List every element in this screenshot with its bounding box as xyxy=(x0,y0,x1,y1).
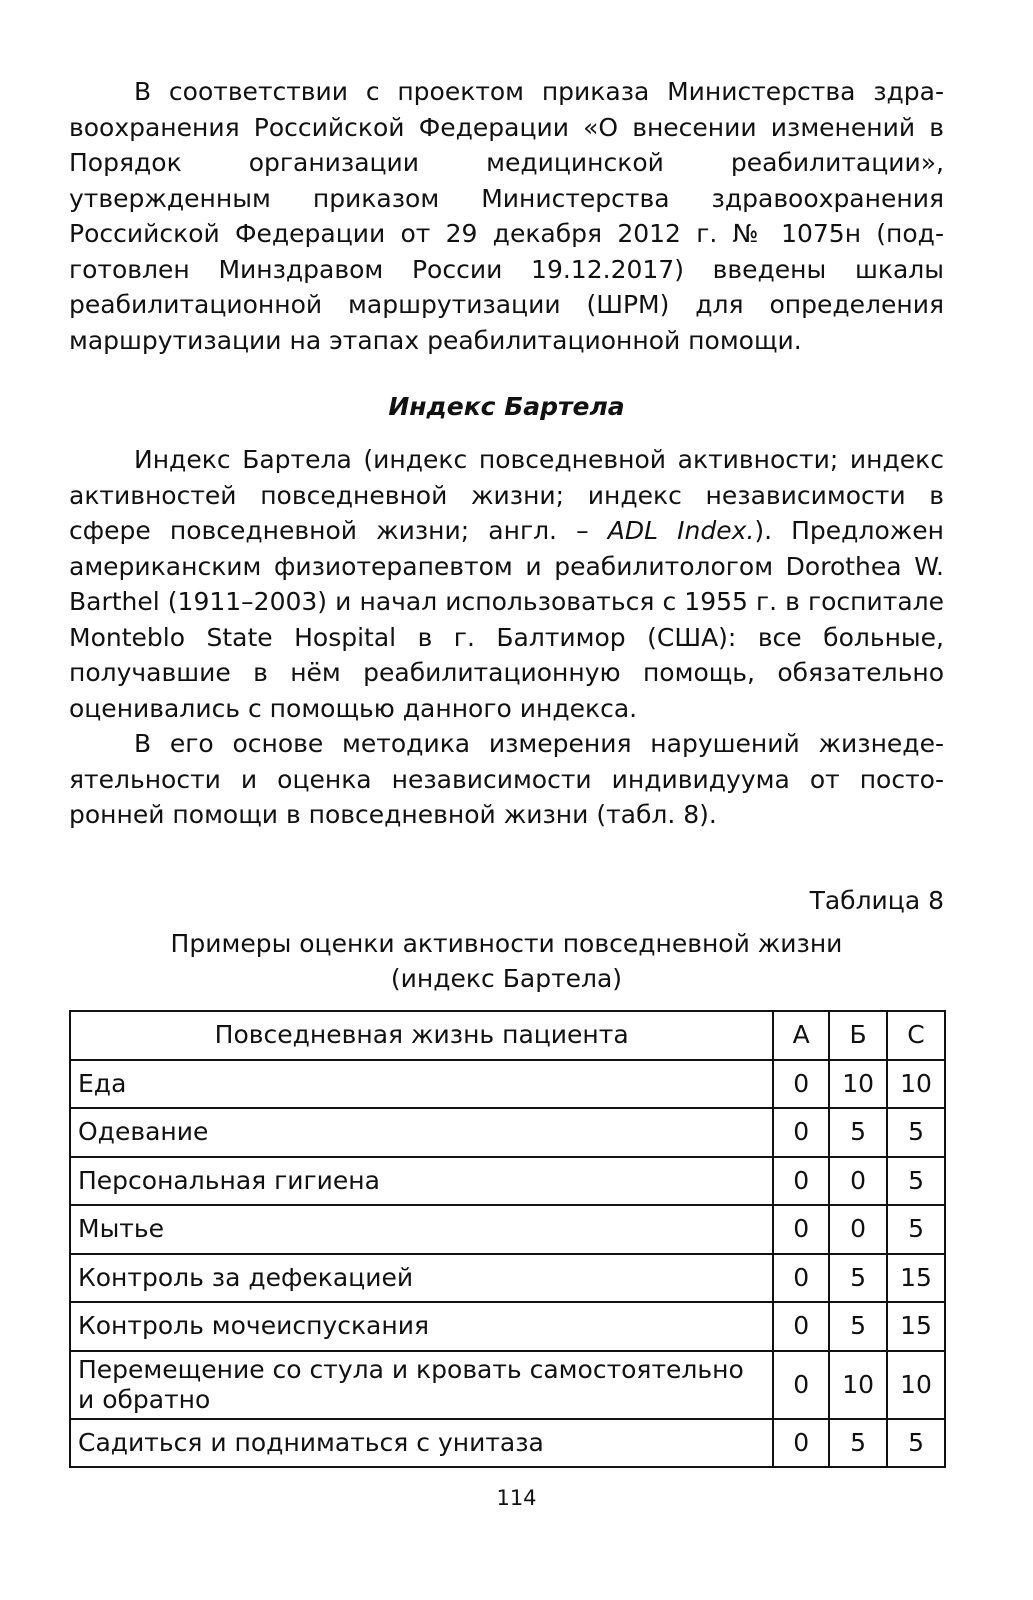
table-caption-line-2: (индекс Бартела) xyxy=(390,964,623,993)
table-row xyxy=(70,1205,945,1254)
score-a-cell: 0 xyxy=(773,1060,829,1109)
intro-section xyxy=(69,74,944,358)
score-c-cell: 5 xyxy=(887,1419,945,1468)
score-a-cell: 0 xyxy=(773,1351,829,1419)
barthel-section xyxy=(69,442,944,833)
table-caption xyxy=(69,926,944,996)
table-row xyxy=(70,1302,945,1351)
activity-cell: Контроль мочеиспускания xyxy=(70,1302,773,1351)
score-c-cell: 5 xyxy=(887,1205,945,1254)
score-a-cell: 0 xyxy=(773,1419,829,1468)
header-activity: Повседневная жизнь пациента xyxy=(70,1011,773,1060)
table-row xyxy=(70,1157,945,1206)
score-c-cell: 10 xyxy=(887,1060,945,1109)
score-a-cell: 0 xyxy=(773,1302,829,1351)
table-row xyxy=(70,1108,945,1157)
activity-cell: Контроль за дефекацией xyxy=(70,1254,773,1303)
activity-cell: Мытье xyxy=(70,1205,773,1254)
score-b-cell: 0 xyxy=(829,1205,887,1254)
score-b-cell: 5 xyxy=(829,1108,887,1157)
score-c-cell: 5 xyxy=(887,1157,945,1206)
section-heading: Индекс Бартела xyxy=(388,392,625,421)
score-b-cell: 0 xyxy=(829,1157,887,1206)
score-b-cell: 5 xyxy=(829,1302,887,1351)
intro-paragraph: В соответствии с проектом приказа Министерства здравоохранения Российской Федерации «О внесении изменений в Порядок организации медицинской реабилитации», утвержденным приказом Министерства здравоохранения Российской Федерации от 29 декабря 2012 г. № 1075н (подготовлен Минздравом России 19.12.2017) введены шкалы реабилитационной маршрутизации (ШРМ) для определения маршрутизации на этапах реабилитационной помощи. xyxy=(69,77,944,355)
table-row xyxy=(70,1254,945,1303)
table-row xyxy=(70,1351,945,1419)
activity-cell: Перемещение со стула и кровать самостоятельно и обратно xyxy=(70,1351,773,1419)
score-a-cell: 0 xyxy=(773,1254,829,1303)
score-a-cell: 0 xyxy=(773,1205,829,1254)
barthel-index-table xyxy=(69,1010,946,1468)
barthel-paragraph-1 xyxy=(69,442,944,726)
score-a-cell: 0 xyxy=(773,1157,829,1206)
score-c-cell: 15 xyxy=(887,1254,945,1303)
score-c-cell: 15 xyxy=(887,1302,945,1351)
score-a-cell: 0 xyxy=(773,1108,829,1157)
table-header-row xyxy=(70,1011,945,1060)
barthel-paragraph-1-start: Индекс Бартела (индекс повседневной активности; индекс активностей повседневной жизни; индекс независимости в сфере повседневной жизни; англ. – xyxy=(69,445,944,545)
activity-cell: Садиться и подниматься с унитаза xyxy=(70,1419,773,1468)
score-b-cell: 5 xyxy=(829,1254,887,1303)
adl-index-term: ADL Index. xyxy=(607,516,755,545)
table-label: Таблица 8 xyxy=(809,886,944,915)
header-b: Б xyxy=(829,1011,887,1060)
score-b-cell: 10 xyxy=(829,1351,887,1419)
table-caption-line-1: Примеры оценки активности повседневной жизни xyxy=(170,929,843,958)
table-row xyxy=(70,1060,945,1109)
barthel-paragraph-1-end: ). Предложен американским физиотерапевтом и реабилитологом Dorothea W. Barthel (1911–2003) и начал использоваться с 1955 г. в госпитале Monteblo State Hospital в г. Балтимор (США): все больные, получавшие в нём реабилитационную помощь, обязательно оценивались с помощью данного индекса. xyxy=(69,516,944,723)
activity-cell: Одевание xyxy=(70,1108,773,1157)
score-c-cell: 5 xyxy=(887,1108,945,1157)
header-a: А xyxy=(773,1011,829,1060)
table-row xyxy=(70,1419,945,1468)
header-c: С xyxy=(887,1011,945,1060)
score-b-cell: 5 xyxy=(829,1419,887,1468)
score-c-cell: 10 xyxy=(887,1351,945,1419)
barthel-paragraph-2: В его основе методика измерения нарушений жизнедеятельности и оценка независимости индивидуума от посторонней помощи в повседневной жизни (табл. 8). xyxy=(69,729,944,829)
page-number: 114 xyxy=(496,1486,537,1510)
score-b-cell: 10 xyxy=(829,1060,887,1109)
activity-cell: Персональная гигиена xyxy=(70,1157,773,1206)
activity-cell: Еда xyxy=(70,1060,773,1109)
